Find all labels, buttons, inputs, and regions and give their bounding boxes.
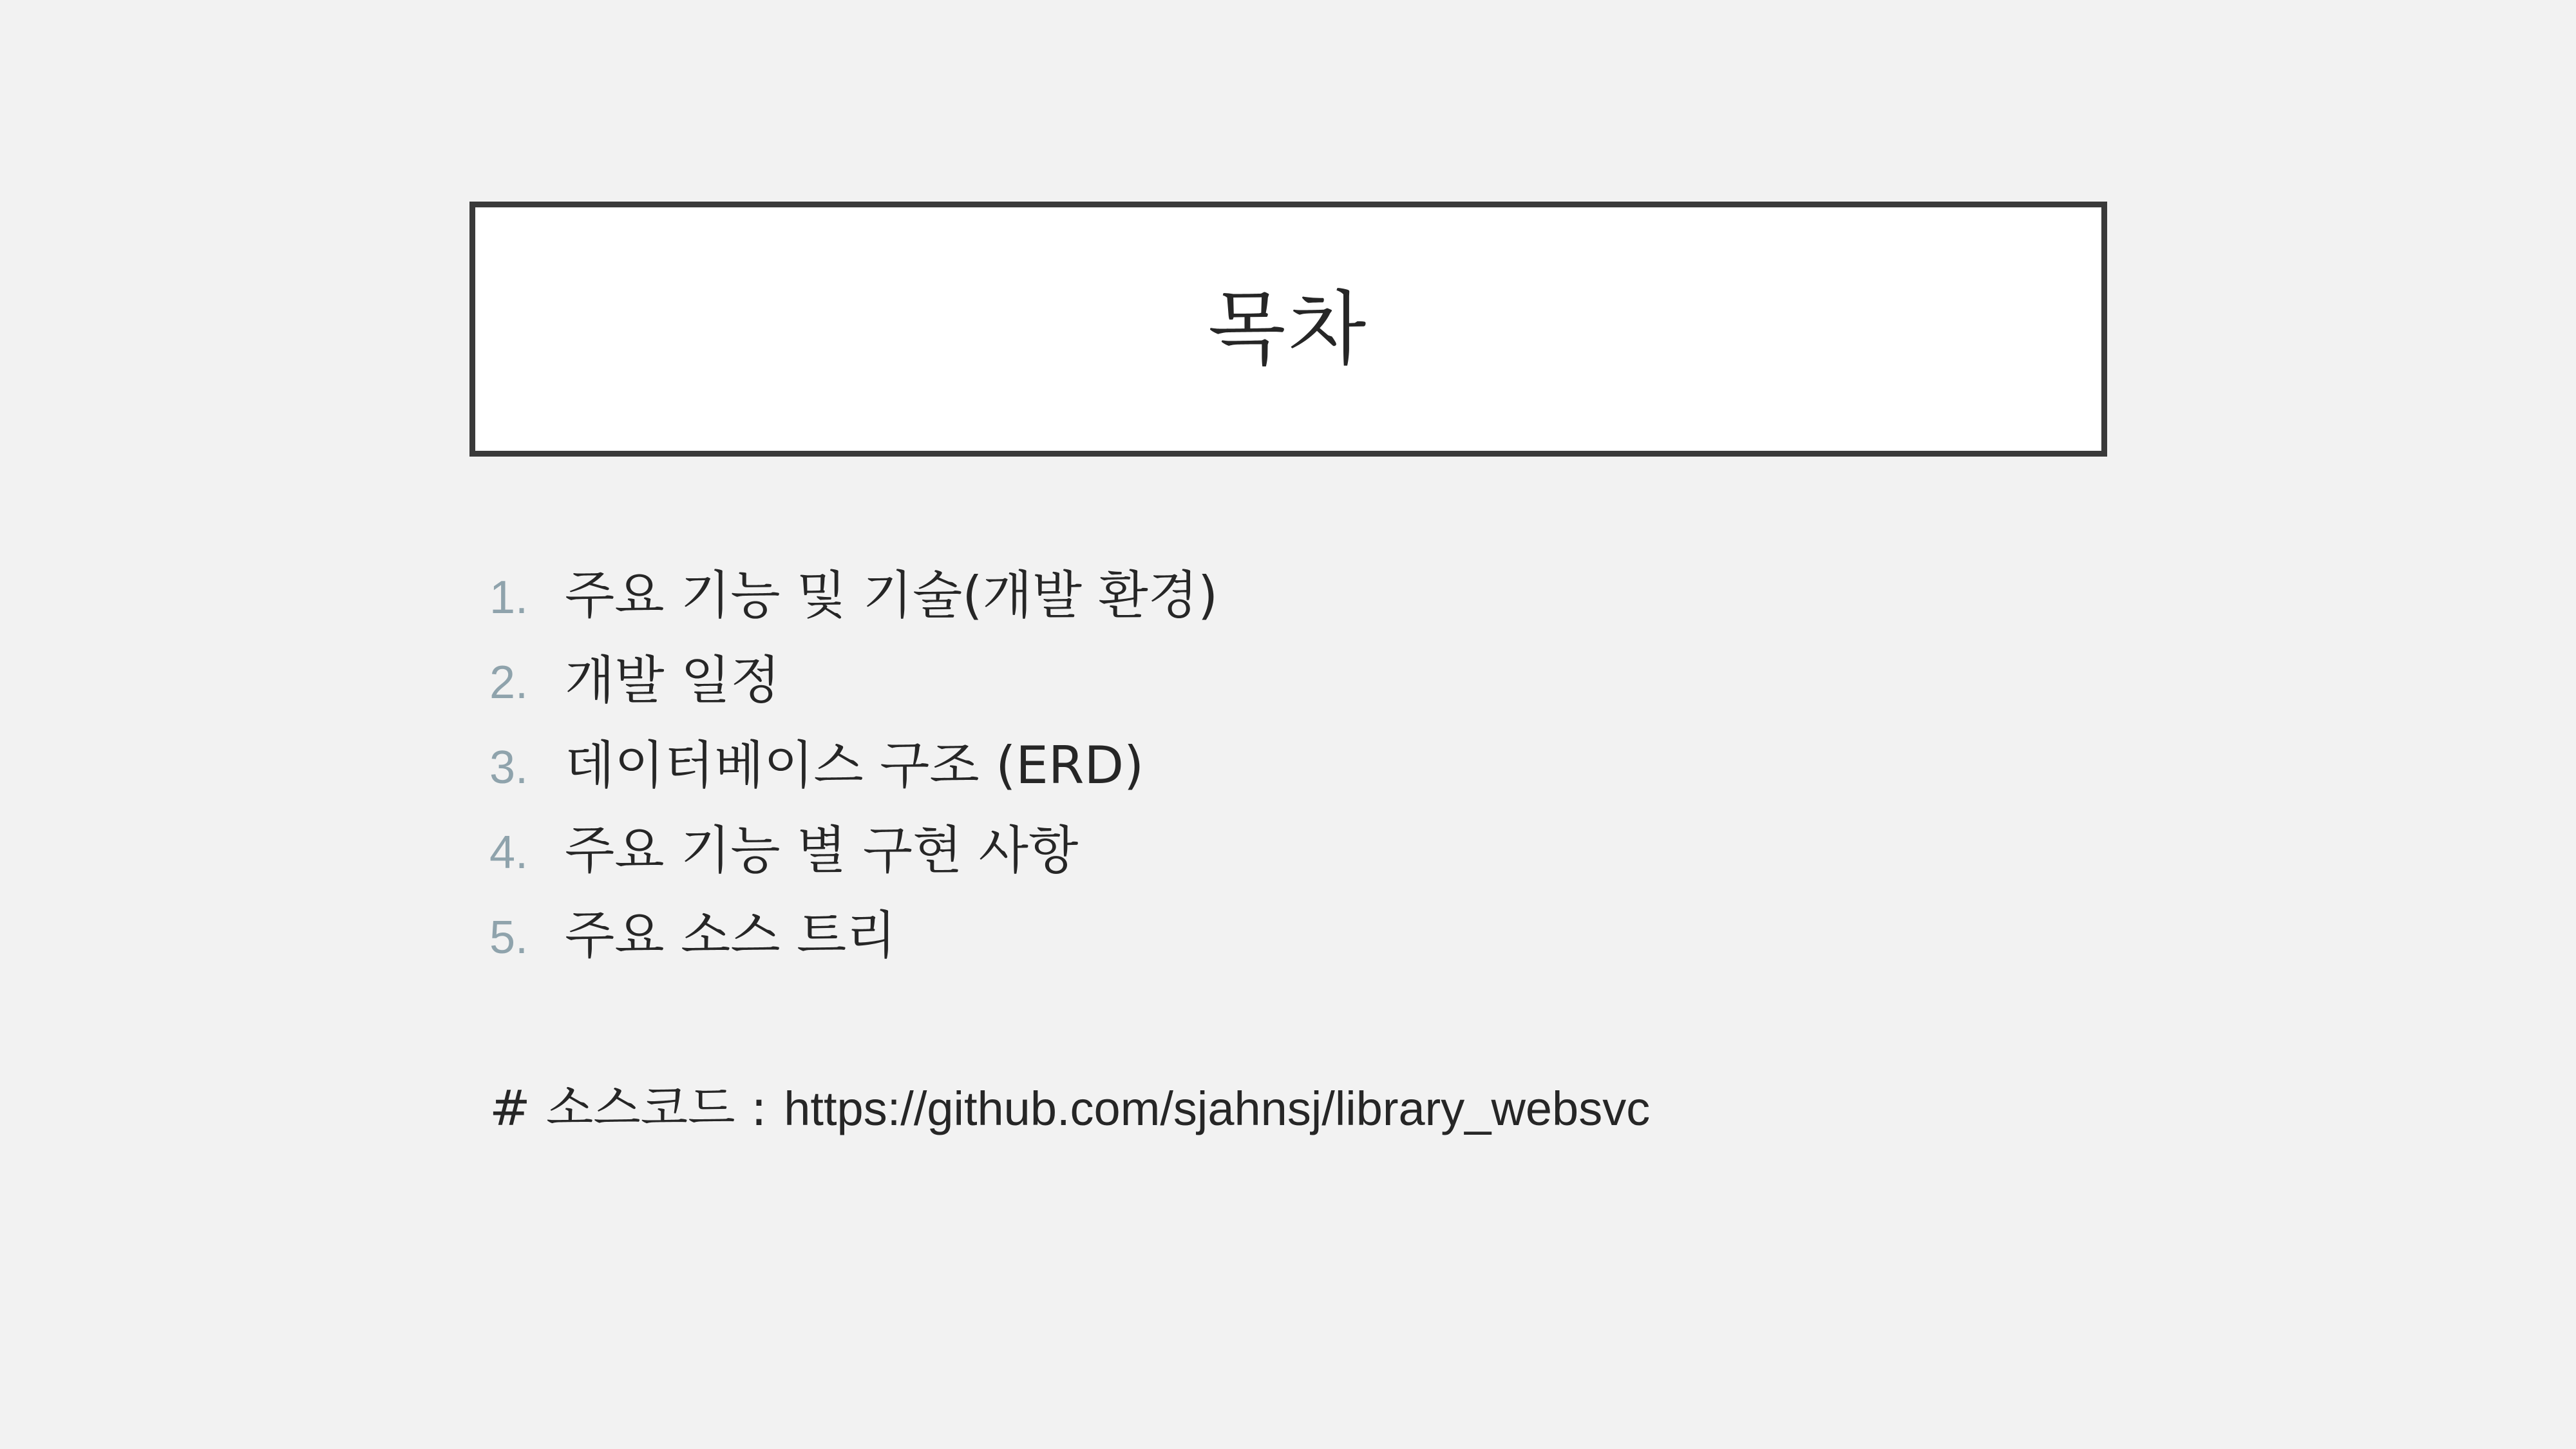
source-code-line <box>489 1069 1650 1139</box>
toc-item-number: 1. <box>489 572 529 623</box>
table-of-contents <box>489 554 2035 979</box>
source-code-label: # 소스코드 : <box>489 1079 768 1137</box>
toc-item <box>489 639 2035 724</box>
slide-title: 목차 <box>1208 282 1369 376</box>
source-code-link[interactable]: https://github.com/sjahnsj/library_websvc <box>784 1082 1651 1135</box>
toc-item-label: 주요 기능 별 구현 사항 <box>565 820 1079 880</box>
title-box <box>469 202 2107 457</box>
toc-item-label: 주요 기능 및 기술(개발 환경) <box>565 565 1218 625</box>
toc-item-label: 주요 소스 트리 <box>565 905 896 965</box>
toc-item-number: 2. <box>489 657 529 708</box>
toc-item <box>489 554 2035 639</box>
toc-item <box>489 809 2035 894</box>
toc-item-label: 데이터베이스 구조 (ERD) <box>565 735 1144 795</box>
toc-item <box>489 894 2035 979</box>
toc-item-number: 5. <box>489 912 529 963</box>
toc-item-number: 3. <box>489 742 529 793</box>
toc-item-number: 4. <box>489 827 529 878</box>
toc-item-label: 개발 일정 <box>565 650 781 710</box>
toc-item <box>489 724 2035 809</box>
